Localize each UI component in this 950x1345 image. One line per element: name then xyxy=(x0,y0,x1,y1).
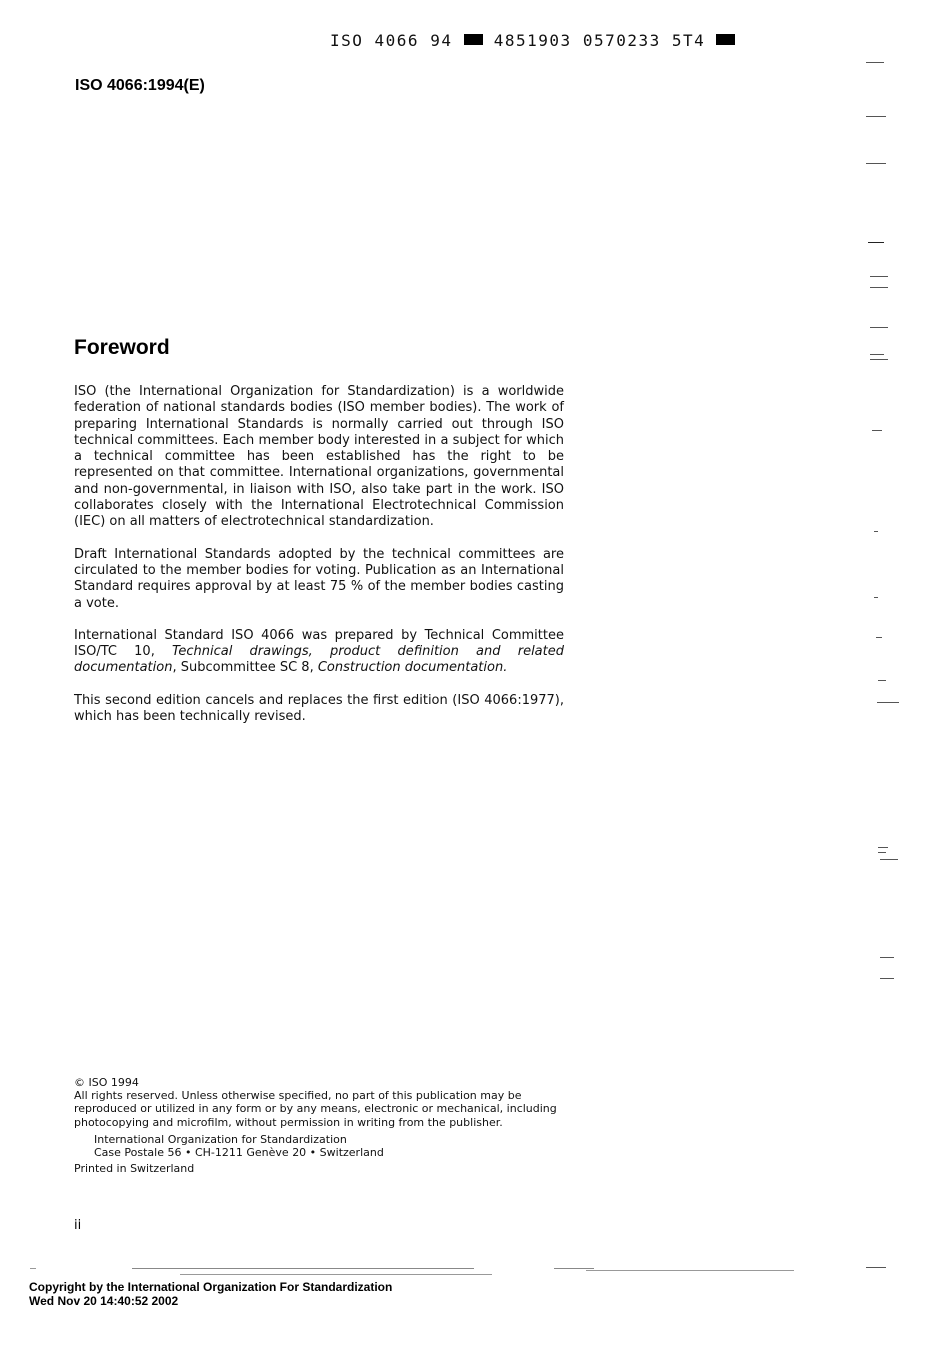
paragraph-2: Draft International Standards adopted by the technical committees are circulated to the member bodies for voting. Publication as an International Standard requires approval by at least 75 % of the member bodies casting a vote. xyxy=(74,546,564,611)
page-title: Foreword xyxy=(74,336,170,359)
footer xyxy=(29,1280,392,1308)
paragraph-3-text-c: , Subcommittee SC 8, xyxy=(172,660,318,676)
foreword-body xyxy=(74,384,564,725)
standard-id: ISO 4066:1994(E) xyxy=(75,77,205,94)
footer-copyright: Copyright by the International Organization For Standardization xyxy=(29,1280,393,1294)
barcode-block xyxy=(464,34,483,45)
margin-mark xyxy=(880,978,894,979)
barcode-text-right: 4851903 0570233 5T4 xyxy=(493,31,706,50)
organization-address xyxy=(74,1133,569,1159)
bottom-rule xyxy=(132,1268,474,1269)
margin-mark xyxy=(870,359,888,360)
rights-statement: All rights reserved. Unless otherwise specified, no part of this publication may be reproduced or utilized in any form or by any means, electronic or mechanical, including photocopying and microfilm, without permission in writing from the publisher. xyxy=(74,1089,557,1129)
bottom-rule xyxy=(586,1270,794,1271)
margin-mark xyxy=(868,242,884,243)
organization-name: International Organization for Standardization xyxy=(94,1132,347,1146)
margin-mark xyxy=(874,531,878,532)
margin-mark xyxy=(878,680,886,681)
paragraph-3 xyxy=(74,628,564,677)
printed-in: Printed in Switzerland xyxy=(74,1162,195,1176)
margin-mark xyxy=(870,276,888,277)
margin-mark xyxy=(866,116,886,117)
paragraph-3-committee-title: Technical drawings, product definition and related documentation xyxy=(74,644,564,676)
page-number: ii xyxy=(74,1218,82,1233)
margin-mark xyxy=(874,597,878,598)
paragraph-4: This second edition cancels and replaces the first edition (ISO 4066:1977), which has been technically revised. xyxy=(74,692,564,725)
paragraph-3-subcommittee-title: Construction documentation. xyxy=(317,660,508,676)
margin-mark xyxy=(880,859,898,860)
bottom-rule xyxy=(554,1268,594,1269)
margin-mark xyxy=(866,163,886,164)
bottom-rule xyxy=(30,1268,36,1269)
barcode-block xyxy=(716,34,735,45)
margin-mark xyxy=(880,957,894,958)
paragraph-3-text-a: International Standard ISO 4066 was prepared by Technical Committee ISO/TC 10, xyxy=(74,627,564,660)
barcode-header xyxy=(330,31,735,50)
margin-mark xyxy=(876,637,882,638)
margin-mark xyxy=(866,1267,886,1268)
margin-mark xyxy=(872,430,882,431)
bottom-rule xyxy=(180,1274,492,1275)
copyright-line: © ISO 1994 xyxy=(74,1076,139,1089)
footer-timestamp: Wed Nov 20 14:40:52 2002 xyxy=(29,1294,179,1308)
margin-mark xyxy=(877,702,899,703)
margin-mark xyxy=(878,852,886,853)
margin-mark xyxy=(870,287,888,288)
margin-mark xyxy=(878,847,888,848)
margin-mark xyxy=(870,354,884,355)
margin-mark xyxy=(866,62,884,63)
margin-mark xyxy=(870,327,888,328)
paragraph-1: ISO (the International Organization for Standardization) is a worldwide federation of national standards bodies (ISO member bodies). The work of preparing International Standards is normally carried out through ISO technical committees. Each member body interested in a subject for which a technical committee has been established has the right to be represented on that committee. International organizations, governmental and non-governmental, in liaison with ISO, also take part in the work. ISO collaborates closely with the International Electrotechnical Commission (IEC) on all matters of electrotechnical standardization. xyxy=(74,384,564,530)
postal-address: Case Postale 56 • CH-1211 Genève 20 • Switzerland xyxy=(94,1146,384,1160)
copyright-block xyxy=(74,1076,569,1175)
barcode-text-left: ISO 4066 94 xyxy=(330,31,453,50)
